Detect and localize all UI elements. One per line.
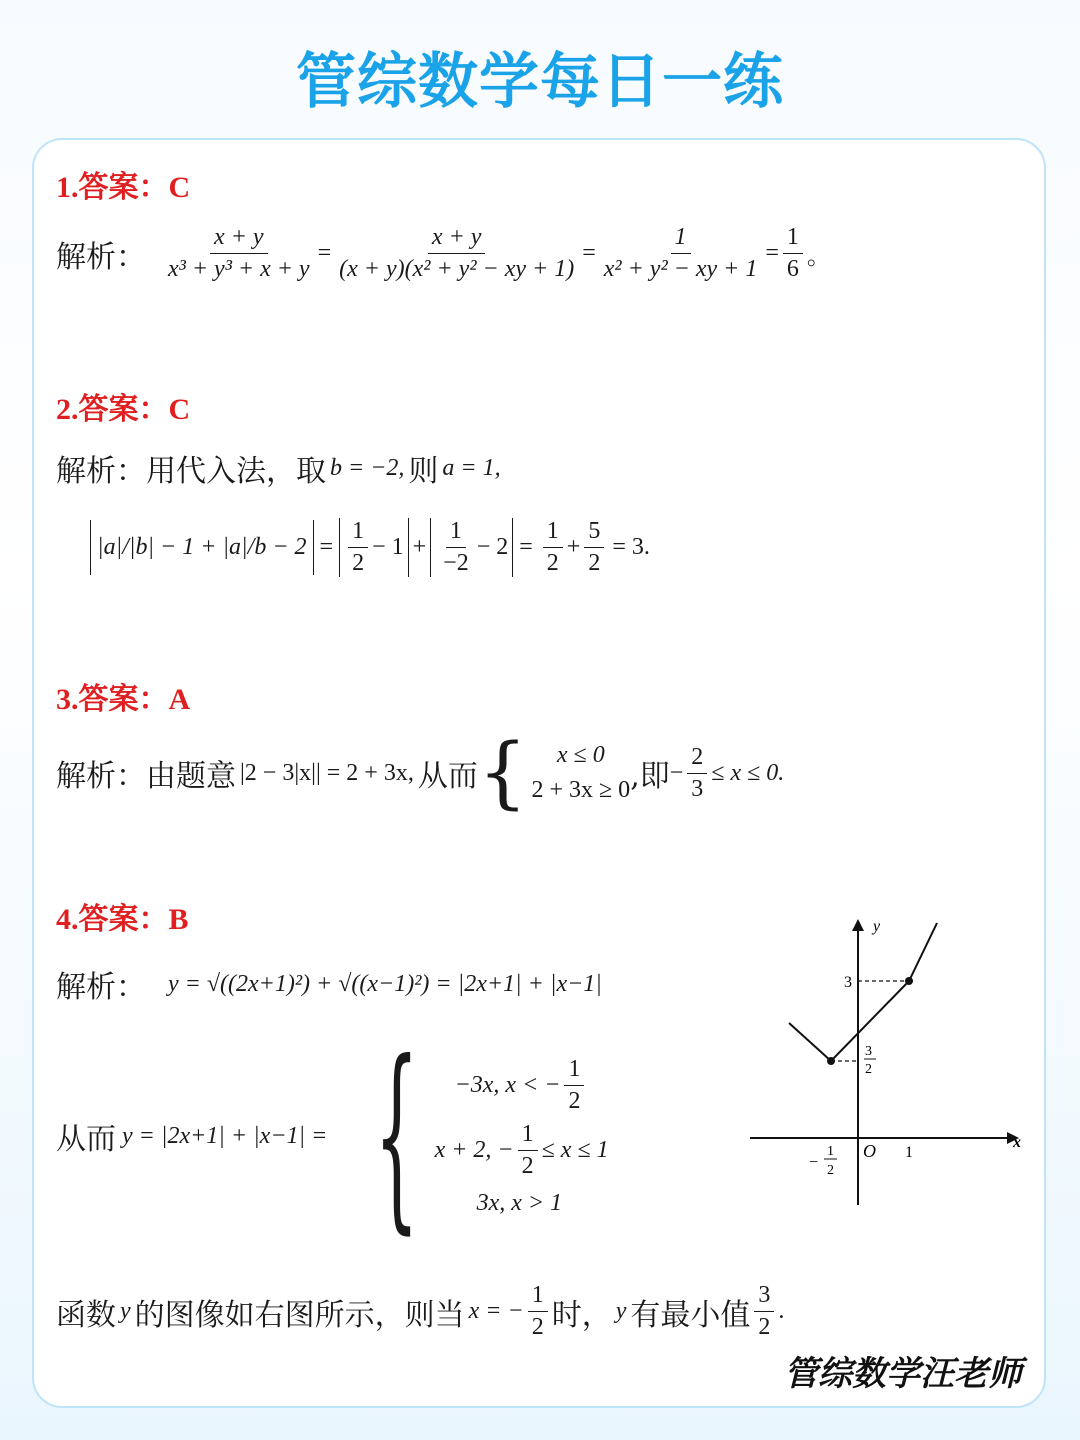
origin-label: O xyxy=(863,1141,876,1161)
tick-neg-num: 1 xyxy=(827,1144,834,1159)
tick-neg-den: 2 xyxy=(827,1163,834,1178)
q2-answer: 2.答案：C xyxy=(56,393,191,426)
y-label: y xyxy=(873,918,881,935)
q1-frac-4: $\frac{1}{6}$ xyxy=(783,224,803,283)
q3-answer: 3.答案：A xyxy=(56,683,191,716)
q1-frac-2: $\frac{x + y}{\text{(x + y)(x² + y² − xy + 1)}}$ xyxy=(339,224,575,282)
page-title: 管综数学每日一练 xyxy=(296,47,784,117)
q3-analysis: 解析：由题意 |2 − 3|x|| = 2 + 3x, 从而 { x ≤ 0 2 + 3x ≥ 0 ,即 − $\frac{2}{3}$ ≤ x ≤ 0. xyxy=(56,728,785,818)
q2-expression: |a|/|b| − 1 + |a|/b − 2 = $\frac{1}{2}$ − 1 + $\frac{1}{-2}$ − 2 = $\frac{1}{2}$ + $\frac{5}{2}$ = 3. xyxy=(90,518,650,577)
function-curve xyxy=(789,923,937,1061)
q3-cases: { x ≤ 0 2 + 3x ≥ 0 xyxy=(477,728,631,818)
q4-answer: 4.答案：B xyxy=(56,903,189,936)
tick-neg-sign: − xyxy=(809,1154,819,1171)
q1-frac-3: $\frac{1}{\text{x² + y² − xy + 1}}$ xyxy=(603,224,758,282)
tick-32-den: 2 xyxy=(865,1062,872,1077)
q1-label: 解析： xyxy=(56,239,146,275)
q1-answer: 1.答案：C xyxy=(56,171,191,204)
q4-piecewise: 从而 y = |2x+1| + |x−1| = { −3x, x < − $\frac{1}{2}$ x + 2, − $\frac{1}{2}$ ≤ x ≤ 1 3x, x > 1 xyxy=(56,1019,609,1252)
y-axis-arrow xyxy=(852,919,864,931)
x-label: x xyxy=(1013,1134,1021,1151)
q1-analysis: 解析： $\frac{x + y}{\text{x³ + y³ + x + y}}$ = $\frac{x + y}{\text{(x + y)(x² + y² − xy + 1)}}$ = $\frac{1}{\text{x² + y² − xy + 1}}$ = $\frac{1}{6}$ 。 xyxy=(56,224,831,282)
q4-graph xyxy=(745,915,1035,1215)
q2-analysis: 解析：用代入法，取 b = −2, 则 a = 1, xyxy=(56,454,501,489)
tick-1: 1 xyxy=(905,1144,913,1161)
signature: 管综数学汪老师 xyxy=(784,1354,1022,1394)
q4-analysis: 解析： y = √((2x+1)²) + √((x−1)²) = |2x+1| + |x−1| xyxy=(56,970,602,1005)
tick-3: 3 xyxy=(844,974,852,991)
q1-frac-1: $\frac{x + y}{\text{x³ + y³ + x + y}}$ xyxy=(168,224,310,282)
q4-conclusion: 函数 y 的图像如右图所示，则当 x = − $\frac{1}{2}$ 时， y 有最小值 $\frac{3}{2}$ . xyxy=(56,1282,785,1340)
tick-32-num: 3 xyxy=(865,1044,872,1059)
